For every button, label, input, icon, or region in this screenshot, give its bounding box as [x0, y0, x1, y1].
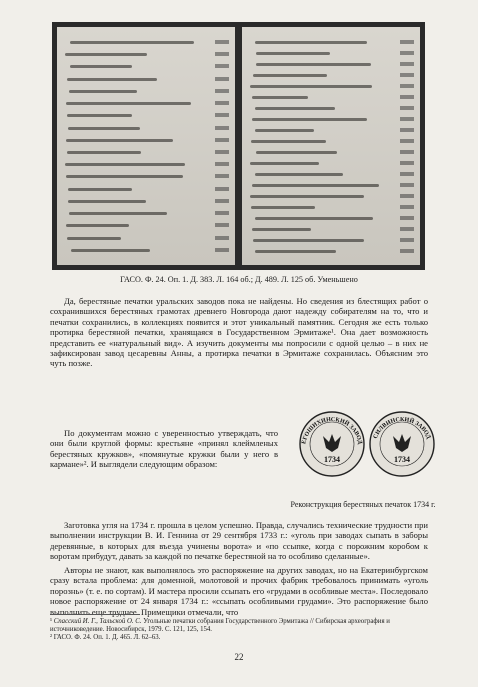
- handwriting-number: [215, 101, 229, 105]
- handwriting-number: [215, 174, 229, 178]
- handwriting-number: [400, 106, 414, 110]
- paragraph-2: По документам можно с уверенностью утверждать, что они были круглой формы: крестьяне «принял клеймленых берестяных кружков», «помянутые кружки были у него в кармане»². И выглядели следующим образом:: [50, 428, 278, 470]
- handwriting-stroke: [68, 200, 146, 203]
- handwriting-number: [400, 117, 414, 121]
- handwriting-number: [215, 52, 229, 56]
- handwriting-number: [215, 199, 229, 203]
- page-number: 22: [234, 652, 244, 662]
- handwriting-stroke: [252, 96, 308, 99]
- handwriting-number: [400, 73, 414, 77]
- handwriting-stroke: [66, 139, 174, 142]
- paragraph-4: Авторы не знают, как выполнялось это распоряжение на других заводах, но на Екатеринбургском сразу встала проблема: для доменной, молотовой и прочих фабрик требовалось принимать «уголь порознь» (т. е. по сортам). И мастера просили ссыпать его «грудами в особливые места». Последовало новое распоряжение от 24 января 1734 г.: «ссыпать особливыми грудами». Это распоряжение было выполнить еще труднее. Примещики отмечали, что: [50, 565, 428, 617]
- paragraph-4-block: [50, 565, 428, 617]
- handwriting-stroke: [253, 239, 365, 242]
- seal-right-text: СИЛВИНСКИЙ ЗАВОД: [372, 416, 432, 440]
- handwriting-stroke: [252, 228, 312, 231]
- handwriting-number: [215, 64, 229, 68]
- handwriting-stroke: [250, 195, 363, 198]
- handwriting-number: [215, 77, 229, 81]
- handwriting-stroke: [256, 151, 337, 154]
- footnote-1: [50, 618, 428, 634]
- handwriting-stroke: [69, 212, 167, 215]
- handwriting-stroke: [69, 90, 137, 93]
- handwriting-number: [400, 172, 414, 176]
- handwriting-stroke: [255, 41, 367, 44]
- handwriting-number: [215, 162, 229, 166]
- handwriting-stroke: [251, 206, 316, 209]
- manuscript-left-leaf: [57, 27, 235, 265]
- photo-caption: ГАСО. Ф. 24. Оп. 1. Д. 383. Л. 164 об.; Д. 489. Л. 125 об. Уменьшено: [120, 275, 358, 284]
- handwriting-number: [400, 249, 414, 253]
- handwriting-number: [215, 248, 229, 252]
- handwriting-stroke: [67, 78, 157, 81]
- seal-right: [370, 412, 434, 476]
- handwriting-stroke: [70, 41, 194, 44]
- footnotes: [50, 618, 428, 643]
- handwriting-stroke: [71, 249, 150, 252]
- handwriting-stroke: [65, 163, 185, 166]
- handwriting-number: [400, 84, 414, 88]
- manuscript-right-leaf: [242, 27, 420, 265]
- footnote-1-text: Угольные печатки собрания Государственного Эрмитажа // Сибирская археография и источниковедение. Новосибирск, 1979. С. 121, 125, 154.: [50, 618, 390, 634]
- handwriting-stroke: [252, 118, 367, 121]
- handwriting-number: [215, 236, 229, 240]
- footnote-rule: [50, 614, 140, 615]
- seal-left: [300, 412, 364, 476]
- handwriting-number: [215, 223, 229, 227]
- handwriting-number: [400, 40, 414, 44]
- handwriting-stroke: [255, 129, 313, 132]
- paragraph-3-block: [50, 520, 428, 562]
- handwriting-stroke: [67, 237, 120, 240]
- handwriting-number: [400, 51, 414, 55]
- handwriting-number: [215, 113, 229, 117]
- handwriting-number: [400, 150, 414, 154]
- seal-reconstruction-image: [297, 394, 437, 494]
- seal-left-year: 1734: [324, 455, 340, 464]
- handwriting-stroke: [255, 107, 334, 110]
- handwriting-stroke: [67, 151, 141, 154]
- handwriting-stroke: [67, 114, 132, 117]
- handwriting-stroke: [65, 53, 147, 56]
- handwriting-stroke: [252, 184, 378, 187]
- handwriting-stroke: [255, 173, 343, 176]
- manuscript-photo: [52, 22, 425, 270]
- handwriting-number: [215, 138, 229, 142]
- handwriting-number: [215, 89, 229, 93]
- handwriting-number: [400, 205, 414, 209]
- handwriting-stroke: [250, 85, 372, 88]
- paragraph-2-block: [50, 428, 278, 470]
- handwriting-stroke: [66, 102, 191, 105]
- handwriting-number: [215, 187, 229, 191]
- seal-left-text: ЕГОШИХИНСКИЙ ЗАВОД: [301, 416, 363, 445]
- handwriting-stroke: [256, 52, 330, 55]
- handwriting-number: [400, 183, 414, 187]
- handwriting-number: [215, 211, 229, 215]
- paragraph-1: Да, берестяные печатки уральских заводов пока не найдены. Но сведения из блестящих работ о сохранившихся берестяных грамотах древнего Новгорода дают надежду собирателям на то, что и печатки сохранились, в коллекциях появится и этот уникальный памятник. Сегодня же есть только протирка берестяной печатки, хранящаяся в Государственном Эрмитаже¹. Она дает возможность представить ее «натуральный вид». А изучить документы мы попросили с одной целью – в них не зафиксирован завод цесаревны Анны, а протирка печатки в Эрмитаже сохранилась. Объясним это чуть позже.: [50, 296, 428, 369]
- handwriting-stroke: [68, 188, 133, 191]
- handwriting-number: [400, 161, 414, 165]
- handwriting-number: [400, 62, 414, 66]
- handwriting-number: [400, 194, 414, 198]
- handwriting-stroke: [251, 140, 326, 143]
- handwriting-stroke: [253, 74, 327, 77]
- handwriting-number: [400, 227, 414, 231]
- seal-caption: Реконструкция берестяных печаток 1734 г.: [290, 500, 436, 509]
- paragraph-1-block: [50, 296, 428, 369]
- handwriting-stroke: [255, 250, 336, 253]
- handwriting-number: [215, 150, 229, 154]
- handwriting-stroke: [250, 162, 318, 165]
- handwriting-stroke: [66, 175, 183, 178]
- handwriting-number: [400, 95, 414, 99]
- footnote-2: ² ГАСО. Ф. 24. Оп. 1. Д. 465. Л. 62–63.: [50, 634, 161, 642]
- handwriting-number: [400, 139, 414, 143]
- handwriting-stroke: [68, 127, 140, 130]
- handwriting-number: [400, 216, 414, 220]
- handwriting-stroke: [70, 65, 131, 68]
- handwriting-stroke: [66, 224, 130, 227]
- paragraph-3: Заготовка угля на 1734 г. прошла в целом успешно. Правда, случались технические трудности при выполнении инструкции В. И. Геннина от 29 сентября 1733 г.: «уголь при заводах сыпать в заборы деревянные, в которых для въезда учинены ворота» и «по ссыпке, когда с порожним коробом к воротам прибудут, давать за каждой по печатке берестяной на то особливо сделанные».: [50, 520, 428, 562]
- footnote-1-author: Спасский И. Г., Тальской О. С.: [53, 618, 142, 625]
- handwriting-stroke: [256, 63, 372, 66]
- handwriting-number: [215, 40, 229, 44]
- footnote-1-number: ¹: [50, 618, 53, 625]
- handwriting-stroke: [255, 217, 373, 220]
- seal-right-year: 1734: [394, 455, 410, 464]
- handwriting-number: [400, 238, 414, 242]
- handwriting-number: [215, 126, 229, 130]
- handwriting-number: [400, 128, 414, 132]
